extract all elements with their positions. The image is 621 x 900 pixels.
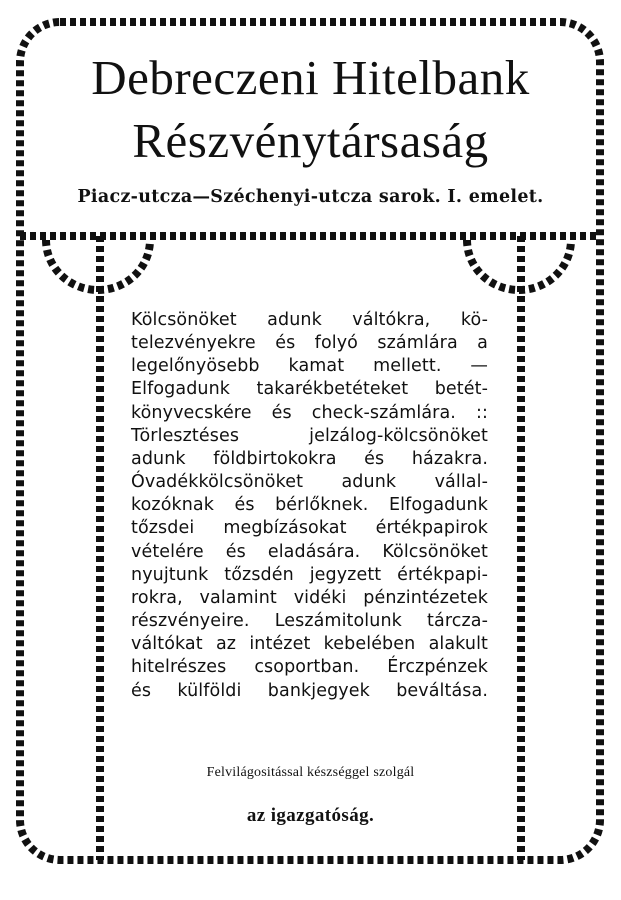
signature-line: az igazgatóság. (246, 805, 375, 826)
service-note: Felvilágositással készséggel szolgál (206, 765, 415, 780)
body-line: rokra, valamint vidéki pénzintézetek (131, 587, 488, 608)
bank-name: Debreczeni Hitelbank (91, 50, 530, 105)
body-line: Óvadékkölcsönöket adunk vállal- (131, 472, 488, 493)
body-line: Törlesztéses jelzálog-kölcsönöket (131, 425, 488, 446)
body-line: könyvecskére és check-számlára. :: (131, 402, 488, 423)
body-line: részvényeire. Leszámitolunk tárcza- (131, 611, 488, 632)
body-line: telezvényekre és folyó számlára a (131, 333, 488, 354)
services-text (131, 309, 488, 703)
body-line: nyujtunk tőzsdén jegyzett értékpapi- (131, 564, 488, 585)
body-line: tőzsdei megbízásokat értékpapirok (131, 518, 488, 539)
company-type: Részvénytársaság (132, 113, 489, 168)
body-line: váltókat az intézet kebelében alakult (131, 634, 488, 655)
body-line: hitelrészes csoportban. Érczpénzek (131, 657, 488, 678)
address-line: Piacz-utcza—Széchenyi-utcza sarok. I. emelet. (77, 187, 544, 207)
body-line: Kölcsönöket adunk váltókra, kö- (131, 310, 488, 330)
body-line: vételére és eladására. Kölcsönöket (131, 541, 488, 562)
body-line: legelőnyösebb kamat mellett. — (131, 356, 488, 377)
body-line: és külföldi bankjegyek beváltása. (131, 680, 488, 701)
body-line: adunk földbirtokokra és házakra. (131, 448, 488, 469)
body-line: Elfogadunk takarékbetéteket betét- (131, 379, 488, 400)
body-line: kozóknak és bérlőknek. Elfogadunk (131, 495, 488, 516)
